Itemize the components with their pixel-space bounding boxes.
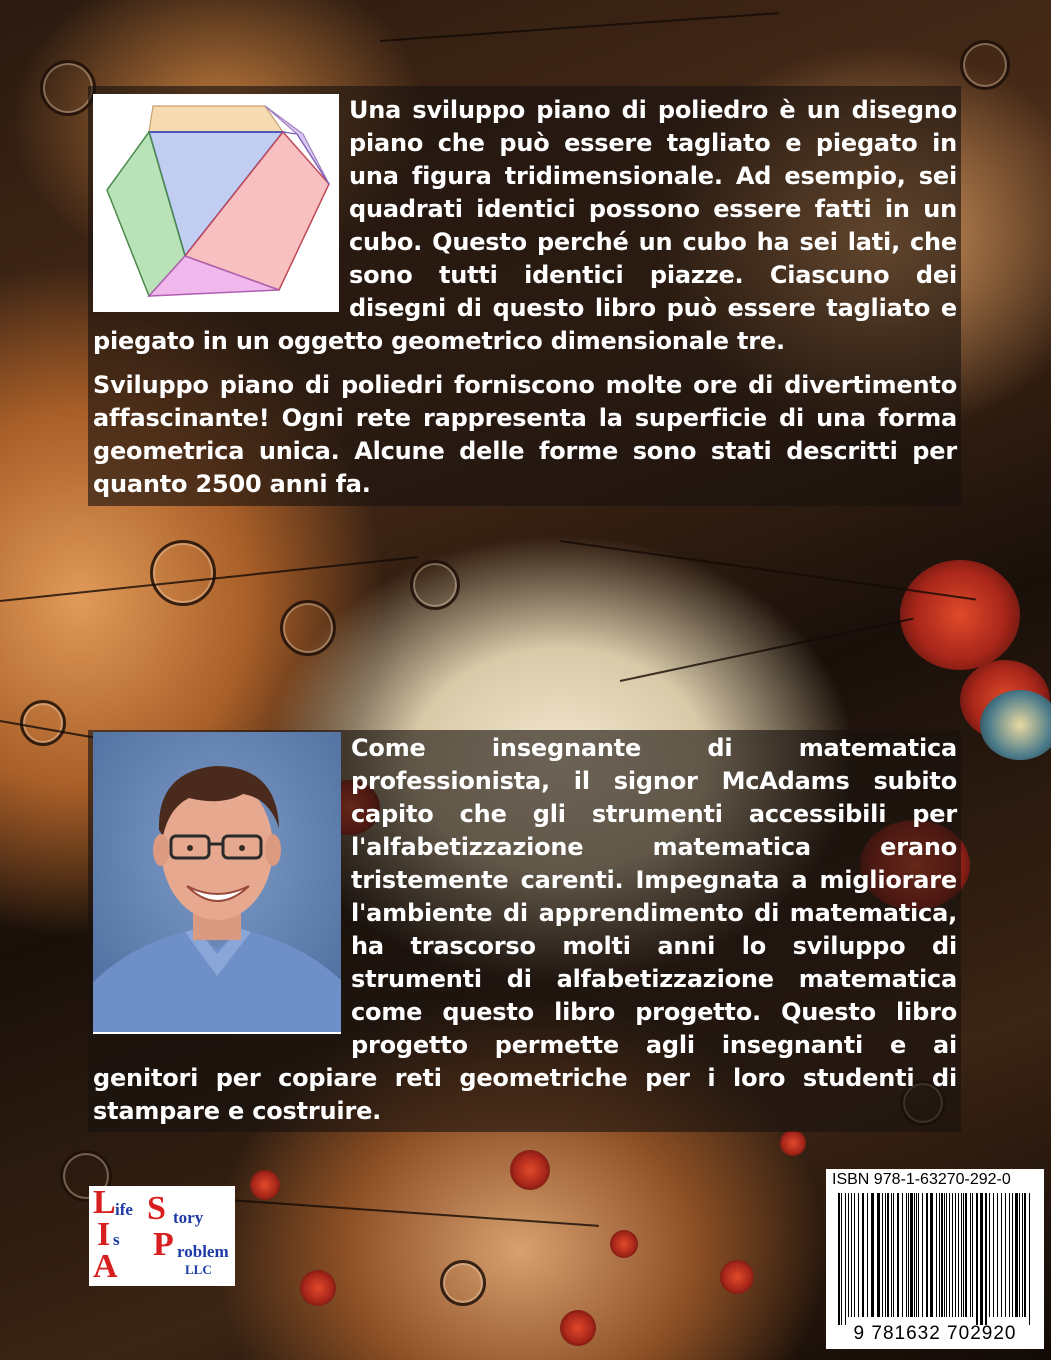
logo-word-ife: ife [115,1200,133,1219]
barcode-bar [897,1193,899,1317]
barcode-bar [914,1193,915,1317]
barcode-bar [867,1193,868,1317]
author-text [93,732,957,1128]
logo-letter-s: S [147,1190,166,1227]
barcode-bar [941,1193,943,1317]
author-paragraph: Come insegnante di matematica professionista, il signor McAdams subito capito che gli strumenti accessibili per l'alfabetizzazione matematica erano tristemente carenti. Impegnata a migliorare l'ambiente di apprendimento di matematica, ha trascorso molti anni lo sviluppo di strumenti di alfabetizzazione matematica come questo libro progetto. Questo libro progetto permette agli insegnanti e ai genitori per copiare reti geometriche per i loro studenti di stampare e costruire. [93,734,957,1125]
barcode-bar [976,1193,978,1325]
author-photo [93,732,341,1034]
logo-word-s: s [113,1230,120,1249]
intro-paragraph-2: Sviluppo piano di poliedri forniscono molte ore di divertimento affascinante! Ogni rete rappresenta la superficie di una forma geometrica unica. Alcune delle forme sono stati descritti per quanto 2500 anni fa. [93,371,957,498]
barcode-bar [871,1193,874,1317]
barcode-bar [910,1193,913,1317]
logo-word-tory: tory [173,1208,204,1227]
barcode-bar [946,1193,947,1317]
barcode-bar [891,1193,892,1317]
barcode-bar [944,1193,945,1317]
barcode-bar [918,1193,919,1317]
barcode-bar [965,1193,967,1317]
barcode-bar [1005,1193,1006,1317]
barcode-bar [1009,1193,1010,1317]
barcode-bar [858,1193,859,1317]
barcode-bar [908,1193,909,1317]
barcode-bar [939,1193,940,1317]
barcode-bar [1015,1193,1018,1317]
barcode-bar [885,1193,886,1317]
barcode-bar [958,1193,959,1317]
barcode-bar [993,1193,994,1317]
barcode-bar [1022,1193,1023,1317]
polyhedron-net-figure [93,94,339,312]
barcode-bar [980,1193,983,1325]
logo-letter-i: I [97,1216,111,1253]
barcode-bar [989,1193,990,1317]
barcode-bar [952,1193,953,1317]
isbn-digits: 9 781632 702920 [853,1323,1017,1344]
barcode-bar [916,1193,917,1317]
barcode-bar [1019,1193,1020,1317]
barcode-bar [997,1193,998,1317]
barcode-bar [1012,1193,1013,1317]
intro-paragraph-1: Una sviluppo piano di poliedro è un disegno piano che può essere tagliato e piegato in una figura tridimensionale. Ad esempio, sei quadrati identici possono essere fatti in un cubo. Questo perché un cubo ha sei lati, che sono tutti identici piazze. Ciascuno dei disegni di questo libro può essere tagliato e piegato in un oggetto geometrico dimensionale tre. [93,96,957,355]
barcode-bar [970,1193,971,1317]
barcode-bar [922,1193,923,1317]
barcode-bar [906,1193,907,1317]
intro-text [93,94,957,501]
barcode-bar [887,1193,889,1317]
barcode-bar [838,1193,840,1325]
polyhedron-net-icon [93,94,339,312]
barcode-bar [1029,1193,1030,1325]
barcode-bar [985,1193,987,1325]
barcode-bar [882,1193,883,1317]
barcode-bar [926,1193,928,1317]
barcode-bar [961,1193,962,1317]
barcode-bar [930,1193,933,1317]
barcode-icon [826,1169,1044,1349]
barcode-bar [955,1193,956,1317]
barcode-bar [841,1193,842,1325]
logo-letter-p: P [153,1226,174,1263]
barcode-bar [862,1193,864,1317]
isbn-barcode-box [826,1169,1044,1349]
barcode-bar [972,1193,973,1317]
isbn-label: ISBN 978-1-63270-292-0 [832,1171,1011,1188]
barcode-bar [854,1193,855,1317]
barcode-bar [902,1193,903,1317]
barcode-bar [1001,1193,1002,1317]
logo-letter-a: A [93,1248,118,1285]
barcode-bar [949,1193,950,1317]
barcode-bar [851,1193,852,1317]
barcode-bar [1024,1193,1026,1317]
logo-word-llc: LLC [185,1262,212,1277]
barcode-bar [936,1193,937,1317]
author-portrait [93,732,341,1032]
barcode-bar [848,1193,849,1317]
barcode-bar [893,1193,894,1317]
barcode-bar [963,1193,964,1317]
logo-word-roblem: roblem [177,1242,229,1261]
logo-letter-l: L [93,1184,116,1221]
barcode-bar [877,1193,880,1317]
publisher-logo [89,1186,235,1286]
barcode-bar [845,1193,846,1325]
